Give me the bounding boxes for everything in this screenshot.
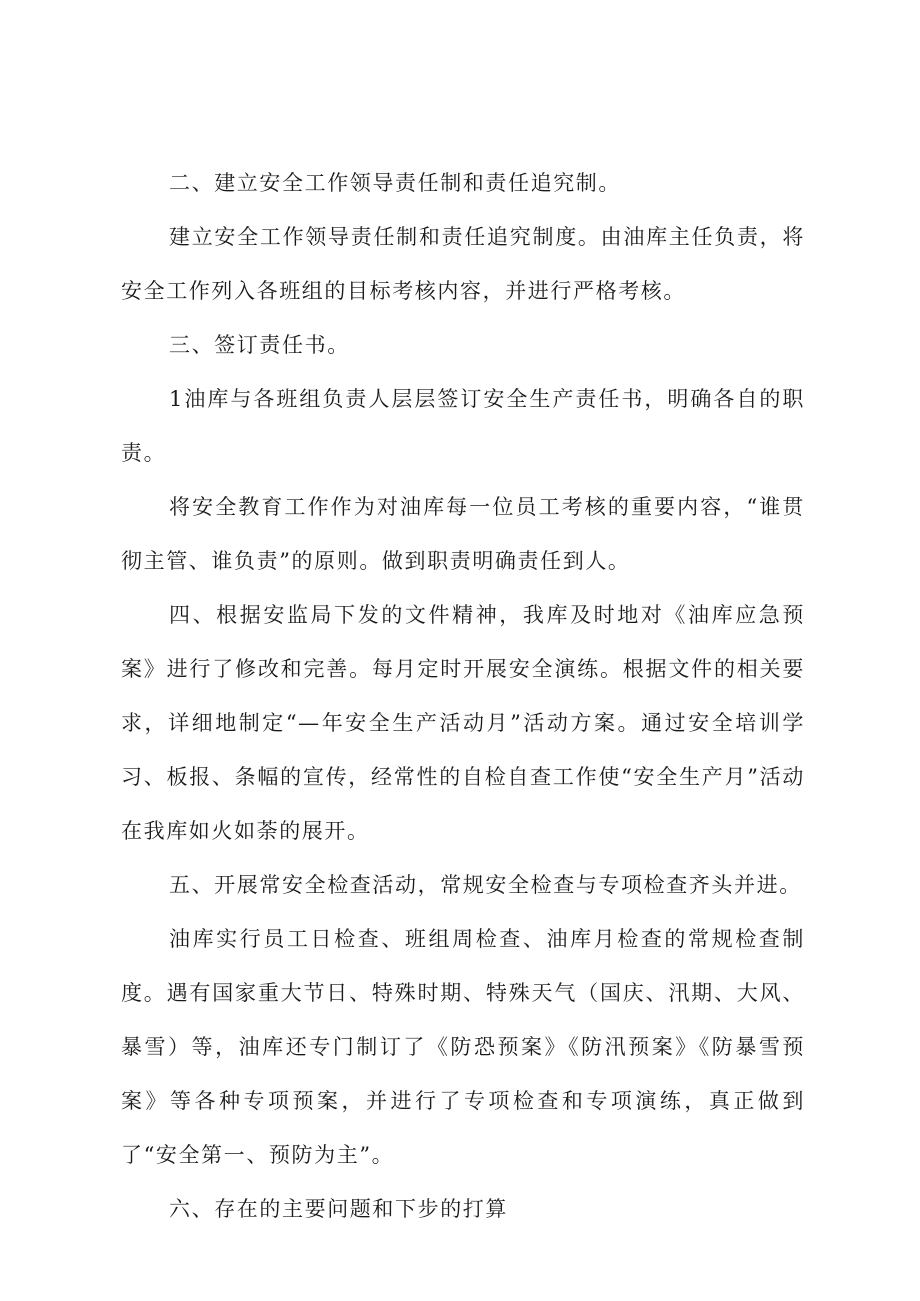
- paragraph-inspection-system: 油库实行员工日检查、班组周检查、油库月检查的常规检查制度。遇有国家重大节日、特殊时期、特殊天气（国庆、汛期、大风、暴雪）等，油库还专门制订了《防恐预案》《防汛预案》《防暴雪预案》等各种专项预案，并进行了专项检查和专项演练，真正做到了“安全第一、预防为主”。: [121, 927, 805, 1167]
- paragraph-section-6-heading: 六、存在的主要问题和下步的打算: [169, 1197, 508, 1221]
- paragraph-safety-education: 将安全教育工作作为对油库每一位员工考核的重要内容，“谁贯彻主管、谁负责”的原则。做到职责明确责任到人。: [121, 495, 805, 573]
- paragraph-sign-responsibility: 1油库与各班组负责人层层签订安全生产责任书，明确各自的职责。: [121, 387, 805, 465]
- paragraph-responsibility-system: 建立安全工作领导责任制和责任追究制度。由油库主任负责，将安全工作列入各班组的目标考核内容，并进行严格考核。: [121, 225, 805, 303]
- paragraph-section-5-heading: 五、开展常安全检查活动，常规安全检查与专项检查齐头并进。: [169, 873, 802, 897]
- paragraph-section-2-heading: 二、建立安全工作领导责任制和责任追究制。: [169, 171, 621, 195]
- paragraph-section-3-heading: 三、签订责任书。: [169, 333, 350, 357]
- document-body: [121, 156, 805, 1236]
- paragraph-section-4-emergency-plan: 四、根据安监局下发的文件精神，我库及时地对《油库应急预案》进行了修改和完善。每月定时开展安全演练。根据文件的相关要求，详细地制定“—年安全生产活动月”活动方案。通过安全培训学习、板报、条幅的宣传，经常性的自检自查工作使“安全生产月”活动在我库如火如荼的展开。: [121, 603, 805, 843]
